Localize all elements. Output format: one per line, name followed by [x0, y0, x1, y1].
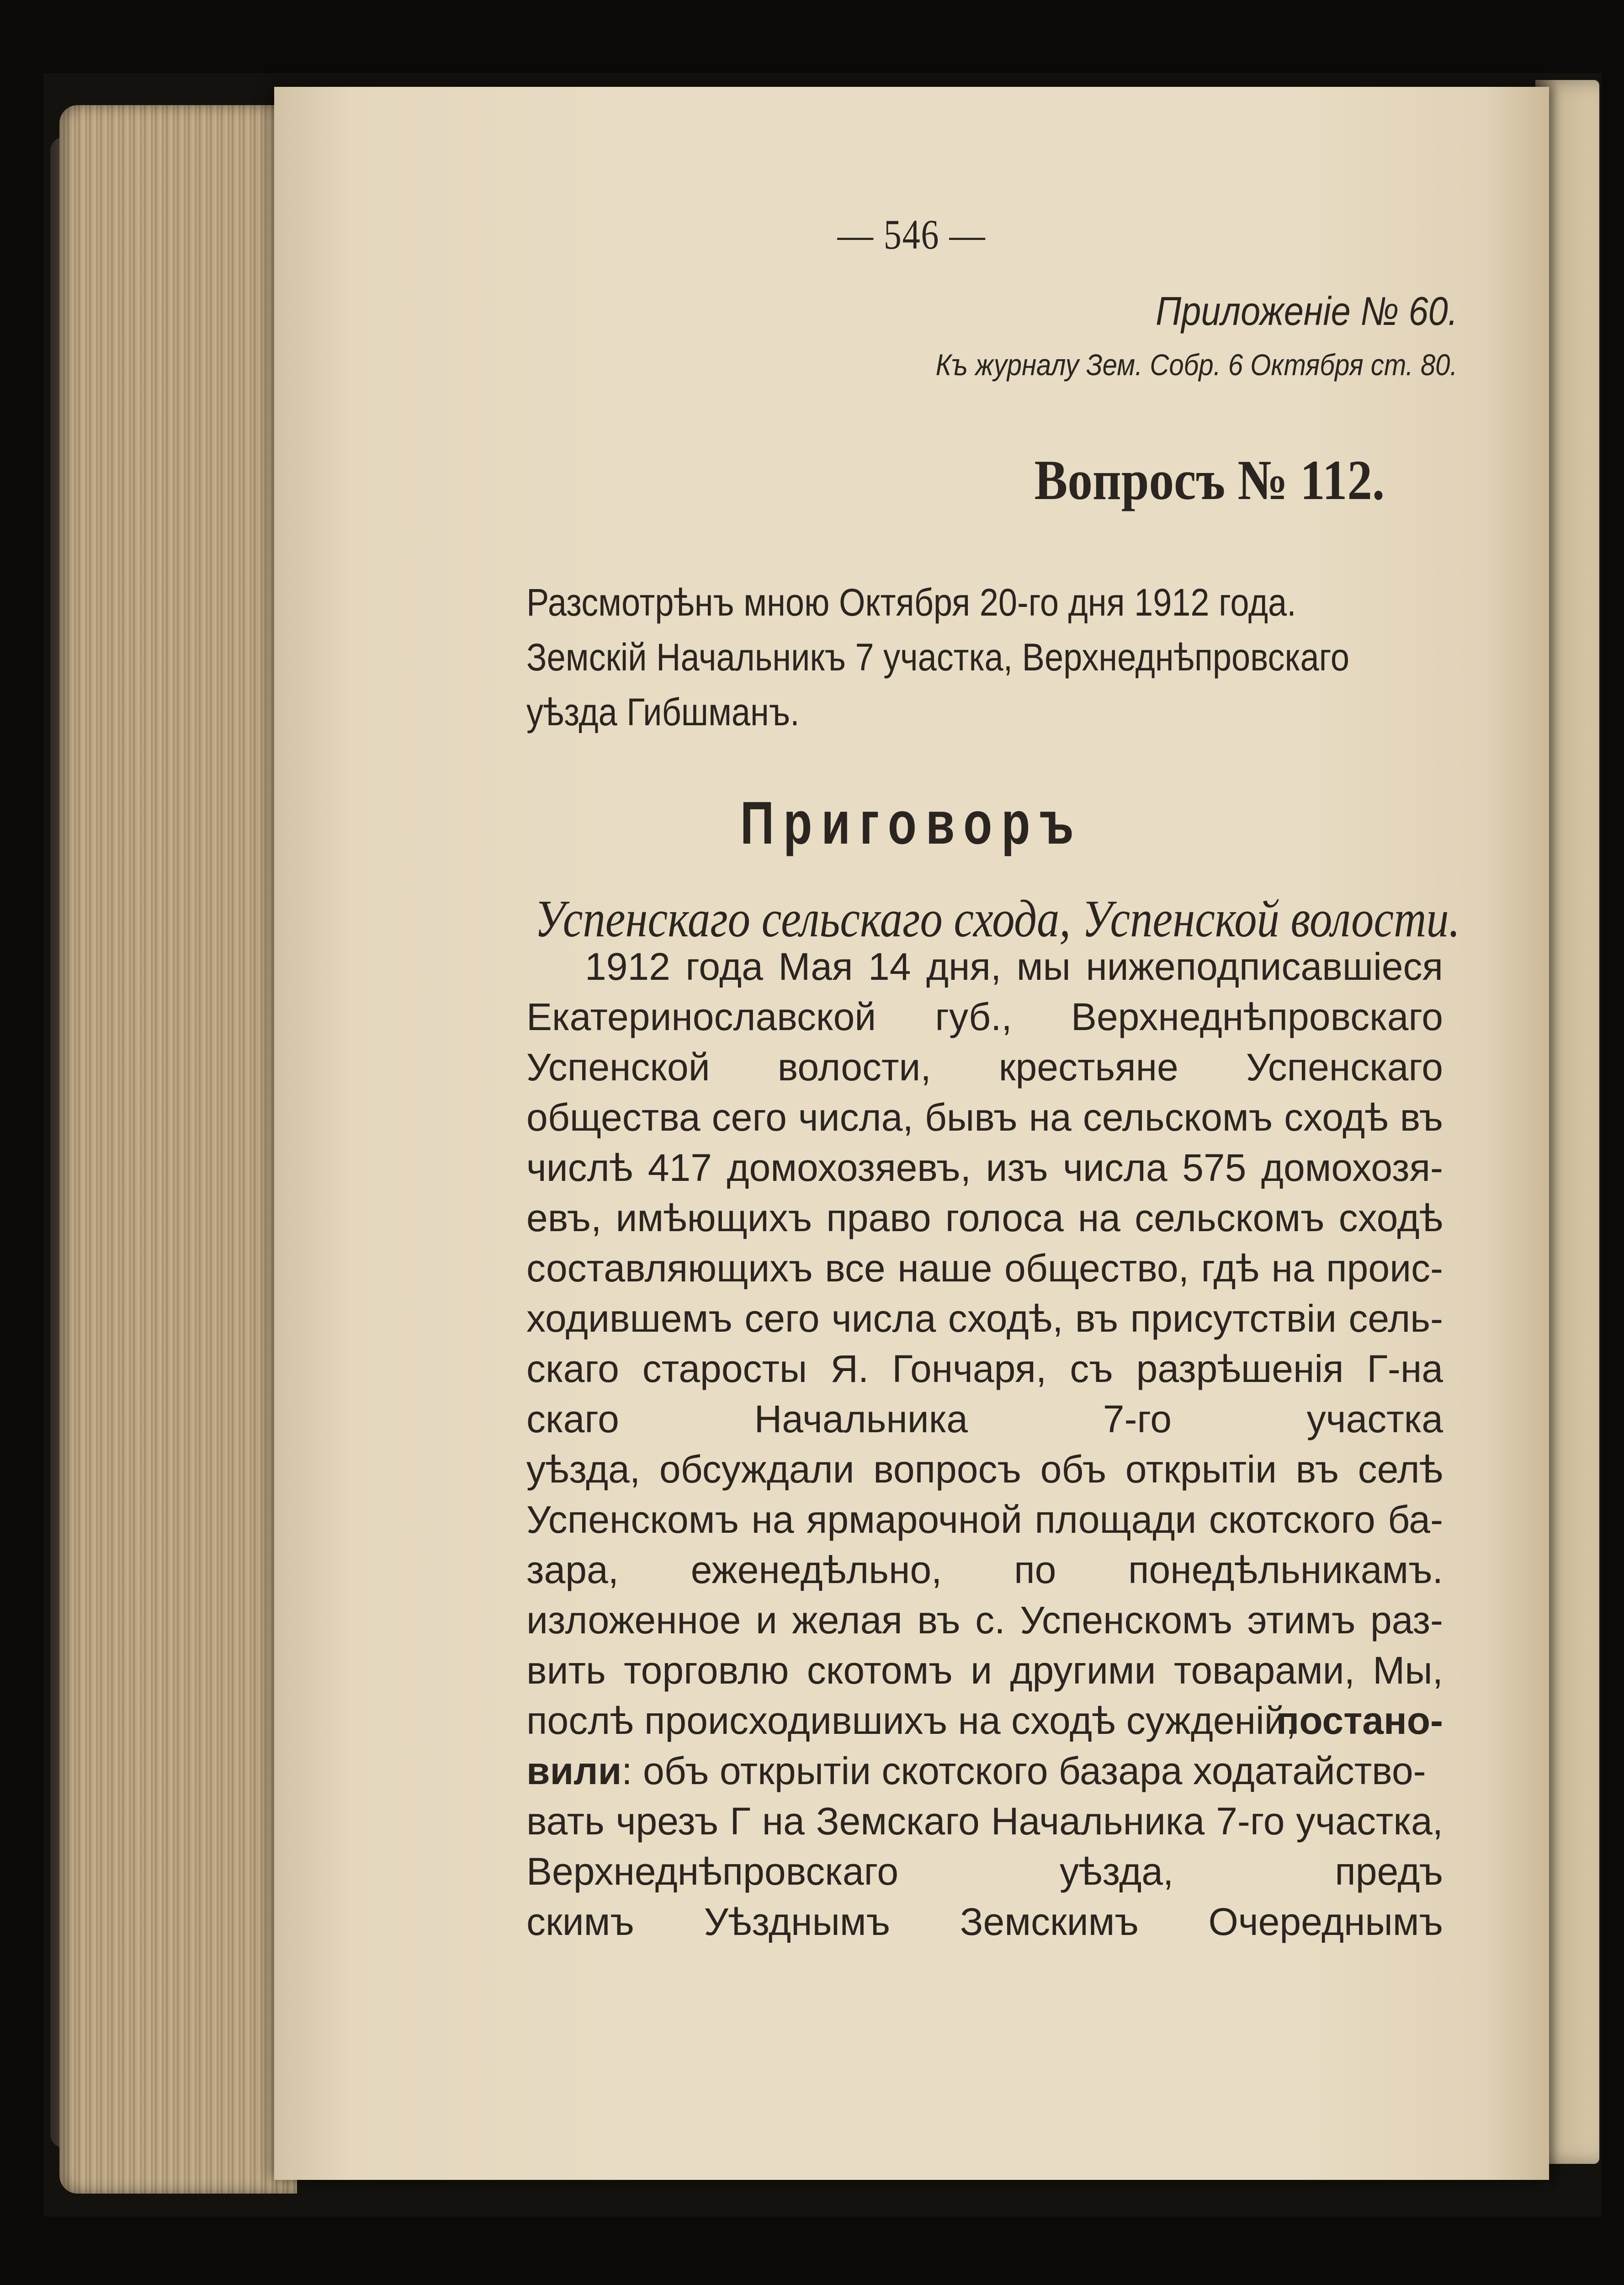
bold-word-vili: вили — [526, 1749, 622, 1792]
body-line: евъ, имѣющихъ право голоса на сельскомъ сходѣ — [526, 1196, 1443, 1239]
verdict-title: Приговоръ — [740, 789, 1083, 856]
body-line: скимъ Уѣзднымъ Земскимъ Очереднымъ — [526, 1900, 1443, 1943]
body-line: 1912 года Мая 14 дня, мы нижеподписавшіеся — [585, 945, 1443, 988]
verdict-subtitle: Успенскаго сельскаго схода, Успенской волости. — [535, 890, 1460, 948]
body-line: числѣ 417 домохозяевъ, изъ числа 575 домохозя- — [526, 1146, 1443, 1189]
review-line-2: Земскій Начальникъ 7 участка, Верхнеднѣпровскаго — [526, 636, 1350, 679]
document-page — [274, 87, 1549, 2180]
body-line: Успенской волости, крестьяне Успенскаго — [526, 1046, 1443, 1089]
journal-reference: Къ журналу Зем. Собр. 6 Октября ст. 80. — [936, 348, 1458, 382]
body-line-with-bold — [526, 1746, 1443, 1796]
body-line: скаго старосты Я. Гончаря, съ разрѣшенія Г-на — [526, 1347, 1443, 1390]
body-line: Успенскомъ на ярмарочной площади скотского ба- — [526, 1498, 1443, 1541]
appendix-label: Приложеніе № 60. — [1155, 288, 1458, 334]
page-number: — 546 — — [837, 211, 986, 258]
body-line: зара, еженедѣльно, по понедѣльникамъ. — [526, 1548, 1443, 1591]
bold-word-postano: постано- — [1276, 1699, 1443, 1742]
body-line: общества сего числа, бывъ на сельскомъ сходѣ въ — [526, 1096, 1443, 1139]
body-line: уѣзда, обсуждали вопросъ объ открытіи въ селѣ — [526, 1448, 1443, 1491]
body-line: скаго Начальника 7-го участка — [526, 1398, 1443, 1440]
body-line-with-bold — [526, 1695, 1443, 1746]
body-line: Екатеринославской губ., Верхнеднѣпровскаго — [526, 995, 1443, 1038]
body-line-text: : объ открытіи скотского базара ходатайство- — [621, 1749, 1426, 1792]
body-line: составляющихъ все наше общество, гдѣ на проис- — [526, 1247, 1443, 1290]
body-line-text: послѣ происходившихъ на сходѣ сужденій, — [526, 1699, 1296, 1742]
review-line-1: Разсмотрѣнъ мною Октября 20-го дня 1912 года. — [526, 581, 1296, 624]
review-line-3: уѣзда Гибшманъ. — [526, 691, 800, 733]
body-line: ходившемъ сего числа сходѣ, въ присутствіи сель- — [526, 1297, 1443, 1340]
body-line: вать чрезъ Г на Земскаго Начальника 7-го участка, — [526, 1800, 1443, 1843]
body-line: изложенное и желая въ с. Успенскомъ этимъ раз- — [526, 1599, 1443, 1642]
question-title: Вопросъ № 112. — [1034, 449, 1385, 511]
page-edges — [59, 105, 297, 2194]
body-line: вить торговлю скотомъ и другими товарами, Мы, — [526, 1649, 1443, 1692]
body-line: Верхнеднѣпровскаго уѣзда, предъ — [526, 1850, 1443, 1893]
